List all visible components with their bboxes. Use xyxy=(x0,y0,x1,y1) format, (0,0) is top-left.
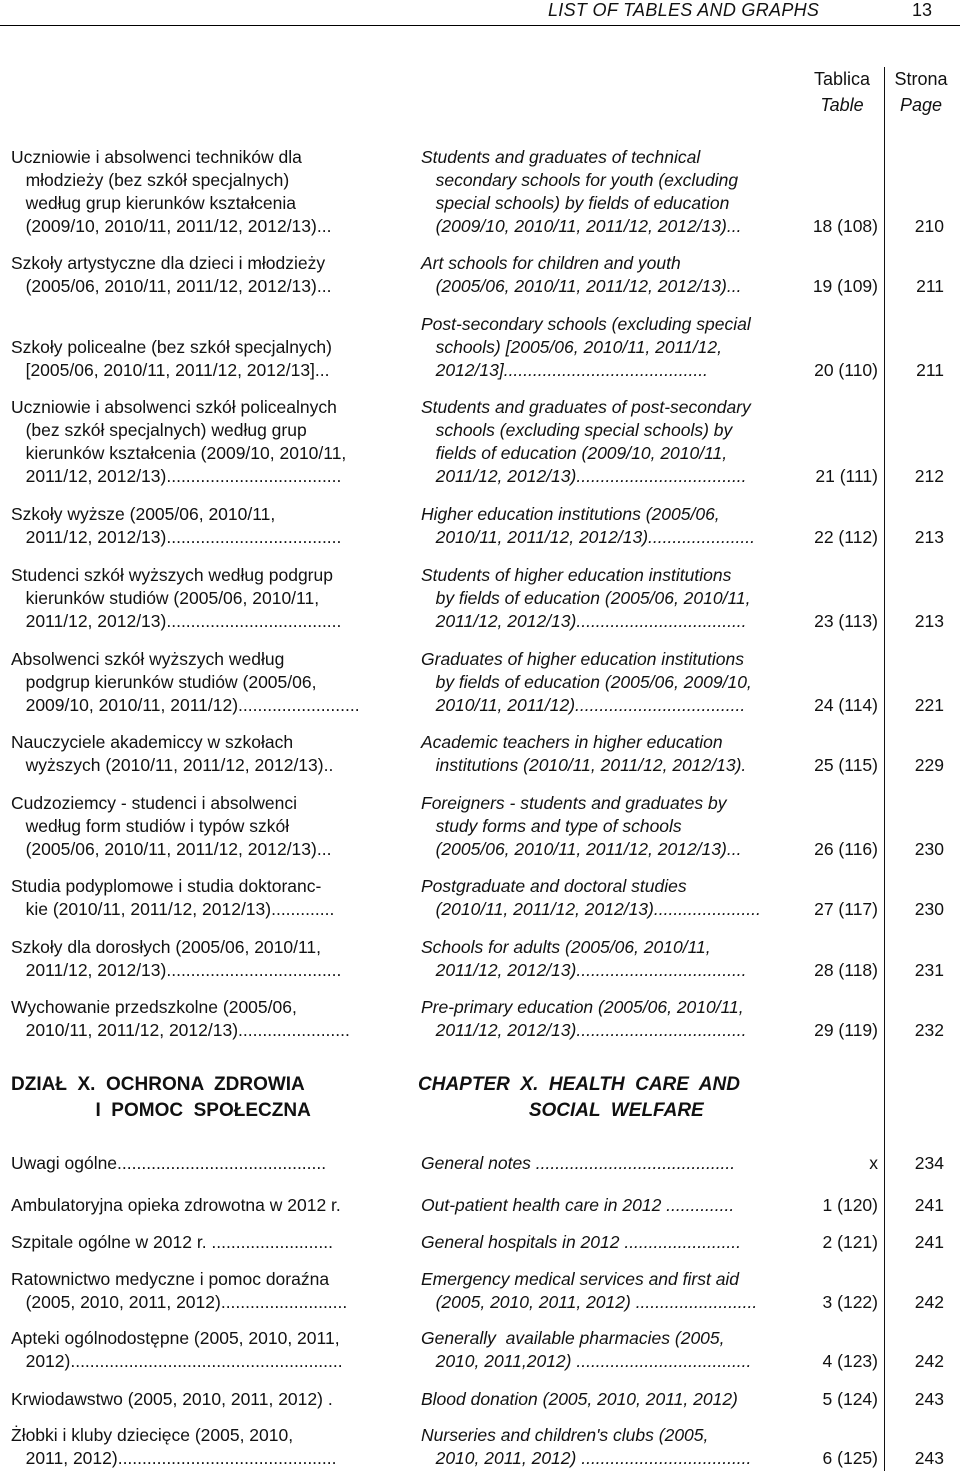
entry-table-number: 27 (117) xyxy=(814,899,878,919)
entry-title-en: General hospitals in 2012 ........................ xyxy=(421,1232,742,1252)
entry-title-pl: Apteki ogólnodostępne (2005, 2010, 2011, 2012)........................................................ xyxy=(11,1328,343,1371)
entry-page-number: 213 xyxy=(914,527,944,547)
entry-title-en: Graduates of higher education institutions by fields of education (2005/06, 2009/10, 2010/11, 2011/12)................................... xyxy=(421,649,752,715)
header-rule xyxy=(0,25,960,26)
entry-title-pl: Nauczyciele akademiccy w szkołach wyższych (2010/11, 2011/12, 2012/13).. xyxy=(11,732,334,775)
page-heading-en: Page xyxy=(899,95,943,115)
entry-page-number: 211 xyxy=(916,360,944,380)
entry-title-en: Academic teachers in higher education institutions (2010/11, 2011/12, 2012/13). xyxy=(421,732,747,775)
entry-table-number: 23 (113) xyxy=(814,611,878,631)
entry-title-en: Blood donation (2005, 2010, 2011, 2012) xyxy=(421,1389,738,1409)
entry-page-number: 241 xyxy=(914,1195,944,1215)
entry-table-number: 5 (124) xyxy=(822,1389,878,1409)
entry-page-number: 241 xyxy=(914,1232,944,1252)
entry-page-number: 234 xyxy=(914,1153,944,1173)
entry-title-pl: Absolwenci szkół wyższych według podgrup kierunków studiów (2005/06, 2009/10, 2010/11, 2011/12)......................... xyxy=(11,649,360,715)
chapter-heading-pl: DZIAŁ X. OCHRONA ZDROWIA I POMOC SPOŁECZNA xyxy=(11,1074,311,1121)
entry-title-pl: Cudzoziemcy - studenci i absolwenci według form studiów i typów szkół (2005/06, 2010/11, 2011/12, 2012/13)... xyxy=(11,793,332,859)
entry-title-en: Pre-primary education (2005/06, 2010/11, 2011/12, 2012/13)................................... xyxy=(421,997,747,1040)
entry-title-pl: Szkoły artystyczne dla dzieci i młodzieży (2005/06, 2010/11, 2011/12, 2012/13)... xyxy=(11,253,332,296)
table-column-heading xyxy=(802,66,882,118)
entry-title-en: Postgraduate and doctoral studies (2010/11, 2011/12, 2012/13)...................... xyxy=(421,876,761,919)
entry-table-number: 2 (121) xyxy=(822,1232,878,1252)
entry-title-en: Out-patient health care in 2012 .............. xyxy=(421,1195,735,1215)
page-column-heading xyxy=(886,66,956,118)
page-heading-pl: Strona xyxy=(894,69,948,89)
entry-title-pl: Szkoły wyższe (2005/06, 2010/11, 2011/12, 2012/13).................................... xyxy=(11,504,342,547)
entry-title-en: Students of higher education institutions by fields of education (2005/06, 2010/11, 2011/12, 2012/13)................................... xyxy=(421,565,751,631)
entry-page-number: 242 xyxy=(914,1351,944,1371)
entry-page-number: 230 xyxy=(914,839,944,859)
entry-table-number: 6 (125) xyxy=(822,1448,878,1468)
entry-title-pl: Żłobki i kluby dziecięce (2005, 2010, 2011, 2012)............................................. xyxy=(11,1425,337,1468)
entry-title-pl: Ambulatoryjna opieka zdrowotna w 2012 r. xyxy=(11,1195,341,1215)
entry-title-en: Students and graduates of post-secondary schools (excluding special schools) by fields of education (2009/10, 2010/11, 2011/12, 2012/13)................................... xyxy=(421,397,751,486)
chapter-heading-en: CHAPTER X. HEALTH CARE AND SOCIAL WELFARE xyxy=(418,1074,740,1121)
entry-table-number: 1 (120) xyxy=(822,1195,878,1215)
entry-table-number: 20 (110) xyxy=(814,360,878,380)
entry-page-number: 210 xyxy=(914,216,944,236)
entry-page-number: 231 xyxy=(914,960,944,980)
table-heading-en: Table xyxy=(820,95,864,115)
entry-table-number: 4 (123) xyxy=(822,1351,878,1371)
entry-page-number: 232 xyxy=(914,1020,944,1040)
entry-title-en: General notes ......................................... xyxy=(421,1153,736,1173)
entry-title-en: Post-secondary schools (excluding special schools) [2005/06, 2010/11, 2011/12, 2012/13].......................................... xyxy=(421,314,751,380)
page-header xyxy=(0,0,960,28)
entry-title-pl: Studia podyplomowe i studia doktoranc- kie (2010/11, 2011/12, 2012/13)............. xyxy=(11,876,335,919)
entry-table-number: 29 (119) xyxy=(814,1020,878,1040)
entry-page-number: 243 xyxy=(914,1448,944,1468)
entry-title-pl: Szpitale ogólne w 2012 r. ......................... xyxy=(11,1232,333,1252)
entry-page-number: 229 xyxy=(914,755,944,775)
entry-title-en: Generally available pharmacies (2005, 2010, 2011,2012) .................................... xyxy=(421,1328,752,1371)
entry-table-number: 19 (109) xyxy=(812,276,878,296)
header-title: LIST OF TABLES AND GRAPHS xyxy=(548,0,820,20)
entry-page-number: 230 xyxy=(914,899,944,919)
table-heading-pl: Tablica xyxy=(813,69,871,89)
entry-table-number: 3 (122) xyxy=(822,1292,878,1312)
entry-title-pl: Szkoły dla dorosłych (2005/06, 2010/11, 2011/12, 2012/13).................................... xyxy=(11,937,342,980)
entry-title-pl: Ratownictwo medyczne i pomoc doraźna (2005, 2010, 2011, 2012).......................... xyxy=(11,1269,348,1312)
header-page-number: 13 xyxy=(911,0,932,20)
entry-title-pl: Studenci szkół wyższych według podgrup kierunków studiów (2005/06, 2010/11, 2011/12, 2012/13).................................... xyxy=(11,565,342,631)
entry-title-en: Students and graduates of technical secondary schools for youth (excluding special schools) by fields of education (2009/10, 2010/11, 2011/12, 2012/13)... xyxy=(421,147,742,236)
entry-title-en: Nurseries and children's clubs (2005, 2010, 2011, 2012) ................................... xyxy=(421,1425,752,1468)
entry-title-pl: Krwiodawstwo (2005, 2010, 2011, 2012) . xyxy=(11,1389,333,1409)
entry-title-en: Schools for adults (2005/06, 2010/11, 2011/12, 2012/13)................................... xyxy=(421,937,747,980)
entry-page-number: 243 xyxy=(914,1389,944,1409)
entry-title-pl: Szkoły policealne (bez szkół specjalnych) [2005/06, 2010/11, 2011/12, 2012/13]... xyxy=(11,337,332,380)
entry-title-pl: Uczniowie i absolwenci szkół policealnych (bez szkół specjalnych) według grup kierunków kształcenia (2009/10, 2010/11, 2011/12, 2012/13).................................... xyxy=(11,397,347,486)
entry-table-number: 21 (111) xyxy=(815,466,878,486)
entry-title-en: Foreigners - students and graduates by study forms and type of schools (2005/06, 2010/11, 2011/12, 2012/13)... xyxy=(421,793,742,859)
entry-page-number: 211 xyxy=(916,276,944,296)
entry-title-en: Emergency medical services and first aid (2005, 2010, 2011, 2012) ......................... xyxy=(421,1269,758,1312)
entry-page-number: 242 xyxy=(914,1292,944,1312)
entry-table-number: 24 (114) xyxy=(814,695,878,715)
entry-table-number: 18 (108) xyxy=(812,216,878,236)
entry-table-number: 26 (116) xyxy=(814,839,878,859)
entry-table-number: 28 (118) xyxy=(814,960,878,980)
entry-table-number: x xyxy=(869,1153,878,1173)
entry-table-number: 25 (115) xyxy=(814,755,878,775)
entry-title-pl: Uczniowie i absolwenci techników dla młodzieży (bez szkół specjalnych) według grup kierunków kształcenia (2009/10, 2010/11, 2011/12, 2012/13)... xyxy=(11,147,332,236)
entry-title-en: Higher education institutions (2005/06, 2010/11, 2011/12, 2012/13)...................... xyxy=(421,504,756,547)
entry-page-number: 212 xyxy=(914,466,944,486)
entry-page-number: 213 xyxy=(914,611,944,631)
entry-page-number: 221 xyxy=(914,695,944,715)
entry-title-pl: Wychowanie przedszkolne (2005/06, 2010/11, 2011/12, 2012/13)....................... xyxy=(11,997,350,1040)
entry-table-number: 22 (112) xyxy=(814,527,878,547)
entry-title-en: Art schools for children and youth (2005/06, 2010/11, 2011/12, 2012/13)... xyxy=(421,253,742,296)
page-column-divider xyxy=(884,67,885,1471)
entry-title-pl: Uwagi ogólne........................................... xyxy=(11,1153,327,1173)
